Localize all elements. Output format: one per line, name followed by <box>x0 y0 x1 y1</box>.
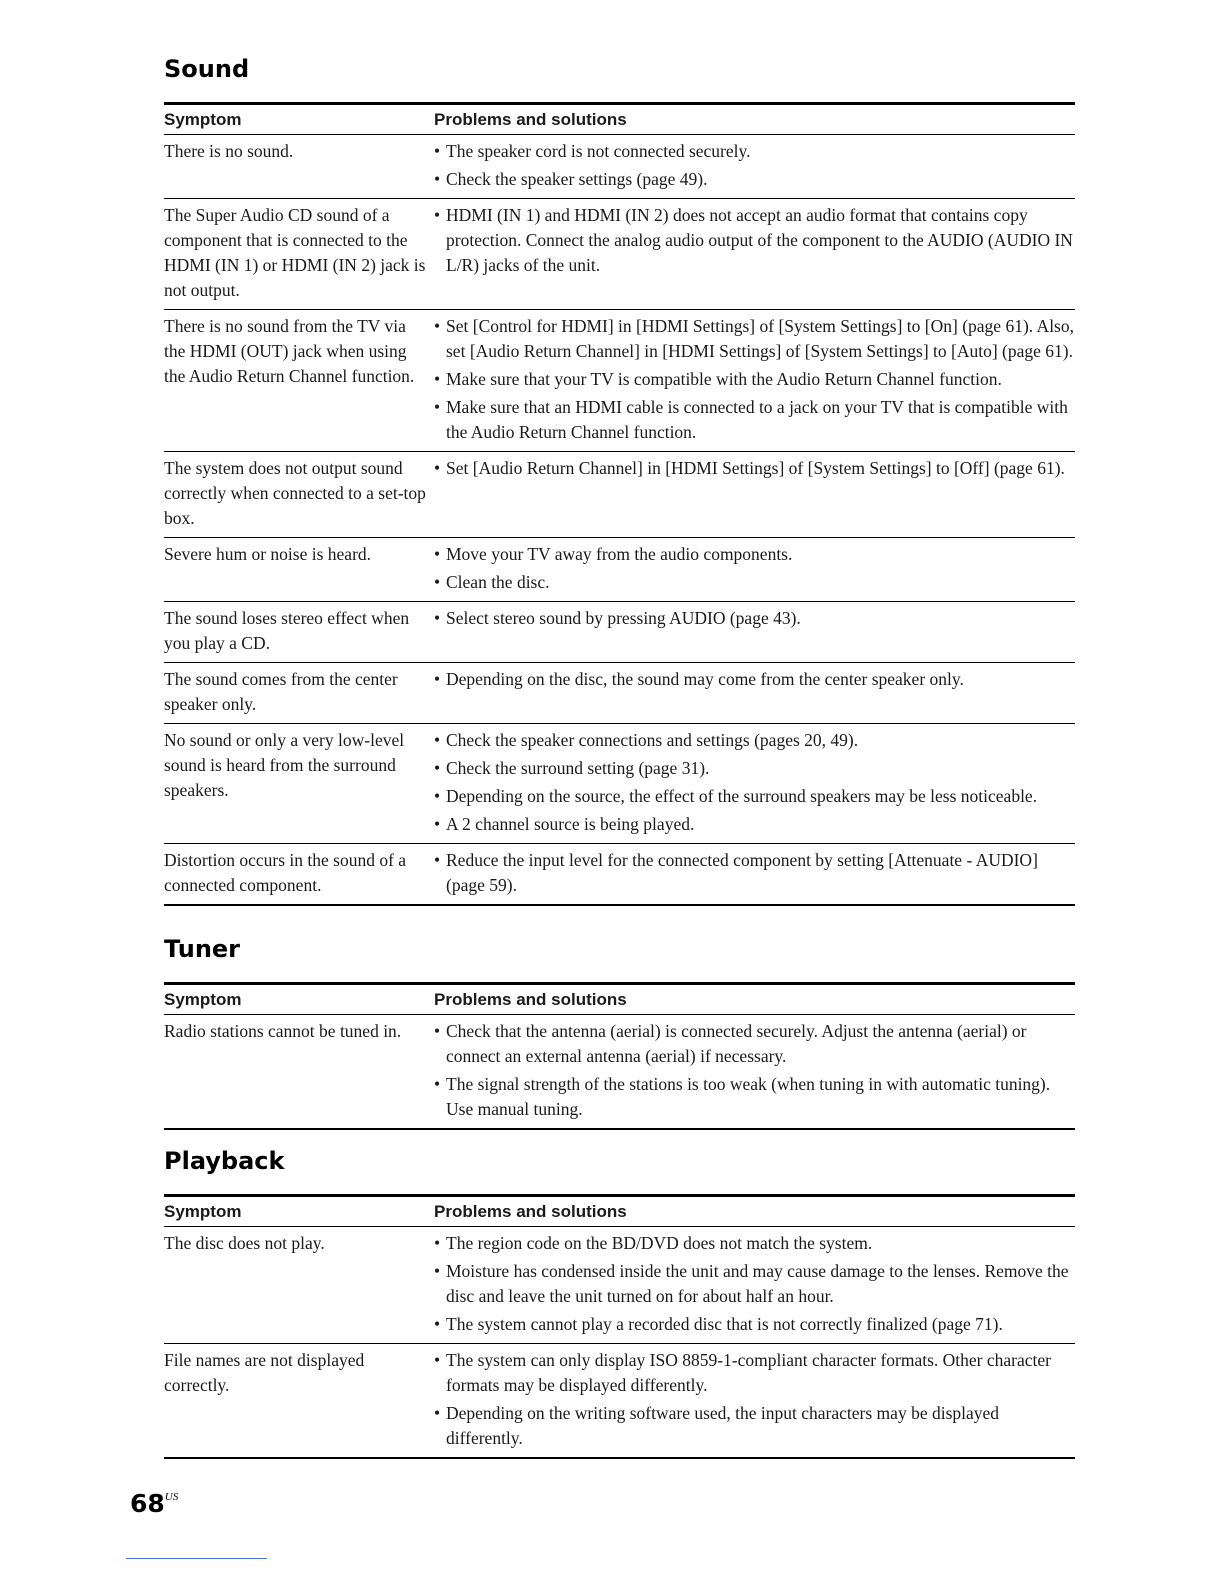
section-title-tuner: Tuner <box>164 935 241 963</box>
solution-item: • Check the surround setting (page 31). <box>434 756 1075 781</box>
solution-item: • Reduce the input level for the connected component by setting [Attenuate - AUDIO] (page 59). <box>434 848 1075 898</box>
solution-item: • The speaker cord is not connected securely. <box>434 139 1075 164</box>
solutions-list <box>434 314 1075 445</box>
solutions-list <box>434 606 1075 631</box>
solutions-cell <box>434 135 1075 199</box>
symptom-cell: The Super Audio CD sound of a component that is connected to the HDMI (IN 1) or HDMI (IN 2) jack is not output. <box>164 199 434 310</box>
solution-item: • The system can only display ISO 8859-1-compliant character formats. Other character formats may be displayed differently. <box>434 1348 1075 1398</box>
solutions-cell <box>434 452 1075 538</box>
column-header-symptom: Symptom <box>164 104 434 135</box>
table-row <box>164 135 1075 199</box>
solutions-cell <box>434 310 1075 452</box>
column-header-symptom: Symptom <box>164 1196 434 1227</box>
sound-table <box>164 102 1075 906</box>
symptom-cell: There is no sound. <box>164 135 434 199</box>
solutions-list <box>434 667 1075 692</box>
solutions-list <box>434 1348 1075 1451</box>
solutions-list <box>434 1019 1075 1122</box>
footer-divider <box>126 1558 267 1559</box>
tuner-table <box>164 982 1075 1130</box>
table-row <box>164 663 1075 724</box>
symptom-cell: File names are not displayed correctly. <box>164 1344 434 1459</box>
solution-item: • Set [Control for HDMI] in [HDMI Settings] of [System Settings] to [On] (page 61). Also, set [Audio Return Channel] in [HDMI Settings] of [System Settings] to [Auto] (page 61). <box>434 314 1075 364</box>
sound-section <box>164 54 1075 906</box>
tuner-section <box>164 934 1075 1130</box>
solutions-list <box>434 456 1075 481</box>
table-row <box>164 452 1075 538</box>
symptom-cell: The sound loses stereo effect when you play a CD. <box>164 602 434 663</box>
column-header-solutions: Problems and solutions <box>434 104 1075 135</box>
solutions-list <box>434 542 1075 595</box>
page-number <box>130 1489 178 1518</box>
column-header-solutions: Problems and solutions <box>434 1196 1075 1227</box>
playback-section <box>164 1146 1075 1459</box>
solution-item: • The region code on the BD/DVD does not match the system. <box>434 1231 1075 1256</box>
solutions-cell <box>434 663 1075 724</box>
table-row <box>164 1344 1075 1459</box>
solution-item: • The system cannot play a recorded disc that is not correctly finalized (page 71). <box>434 1312 1075 1337</box>
solutions-cell <box>434 602 1075 663</box>
solution-item: • Clean the disc. <box>434 570 1075 595</box>
section-title-playback: Playback <box>164 1147 285 1175</box>
solution-item: • Check that the antenna (aerial) is connected securely. Adjust the antenna (aerial) or connect an external antenna (aerial) if necessary. <box>434 1019 1075 1069</box>
symptom-cell: Distortion occurs in the sound of a connected component. <box>164 844 434 906</box>
table-row <box>164 538 1075 602</box>
solutions-list <box>434 728 1075 837</box>
solution-item: • Depending on the source, the effect of the surround speakers may be less noticeable. <box>434 784 1075 809</box>
solution-item: • Moisture has condensed inside the unit and may cause damage to the lenses. Remove the disc and leave the unit turned on for about half an hour. <box>434 1259 1075 1309</box>
symptom-cell: There is no sound from the TV via the HDMI (OUT) jack when using the Audio Return Channel function. <box>164 310 434 452</box>
solutions-list <box>434 1231 1075 1337</box>
page-number-value: 68 <box>130 1489 165 1518</box>
table-row <box>164 602 1075 663</box>
playback-table <box>164 1194 1075 1459</box>
symptom-cell: No sound or only a very low-level sound is heard from the surround speakers. <box>164 724 434 844</box>
solution-item: • Check the speaker settings (page 49). <box>434 167 1075 192</box>
solutions-list <box>434 848 1075 898</box>
sound-table-body <box>164 135 1075 906</box>
playback-table-body <box>164 1227 1075 1459</box>
solution-item: • The signal strength of the stations is too weak (when tuning in with automatic tuning). Use manual tuning. <box>434 1072 1075 1122</box>
column-header-symptom: Symptom <box>164 984 434 1015</box>
table-row <box>164 1015 1075 1130</box>
solutions-cell <box>434 1015 1075 1130</box>
solutions-cell <box>434 724 1075 844</box>
table-row <box>164 724 1075 844</box>
table-row <box>164 199 1075 310</box>
solution-item: • Depending on the disc, the sound may come from the center speaker only. <box>434 667 1075 692</box>
solutions-cell <box>434 199 1075 310</box>
table-row <box>164 1227 1075 1344</box>
column-header-solutions: Problems and solutions <box>434 984 1075 1015</box>
solution-item: • Check the speaker connections and settings (pages 20, 49). <box>434 728 1075 753</box>
solutions-cell <box>434 538 1075 602</box>
solution-item: • Set [Audio Return Channel] in [HDMI Settings] of [System Settings] to [Off] (page 61). <box>434 456 1075 481</box>
solutions-list <box>434 203 1075 278</box>
solutions-cell <box>434 1344 1075 1459</box>
solution-item: • Select stereo sound by pressing AUDIO (page 43). <box>434 606 1075 631</box>
table-row <box>164 310 1075 452</box>
solution-item: • Move your TV away from the audio components. <box>434 542 1075 567</box>
solution-item: • HDMI (IN 1) and HDMI (IN 2) does not accept an audio format that contains copy protection. Connect the analog audio output of the component to the AUDIO (AUDIO IN L/R) jacks of the unit. <box>434 203 1075 278</box>
solution-item: • Depending on the writing software used, the input characters may be displayed differently. <box>434 1401 1075 1451</box>
symptom-cell: Radio stations cannot be tuned in. <box>164 1015 434 1130</box>
solution-item: • Make sure that an HDMI cable is connected to a jack on your TV that is compatible with the Audio Return Channel function. <box>434 395 1075 445</box>
tuner-table-body <box>164 1015 1075 1130</box>
solutions-cell <box>434 844 1075 906</box>
solutions-list <box>434 139 1075 192</box>
table-row <box>164 844 1075 906</box>
symptom-cell: Severe hum or noise is heard. <box>164 538 434 602</box>
solution-item: • Make sure that your TV is compatible with the Audio Return Channel function. <box>434 367 1075 392</box>
symptom-cell: The system does not output sound correctly when connected to a set-top box. <box>164 452 434 538</box>
section-title-sound: Sound <box>164 55 250 83</box>
solutions-cell <box>434 1227 1075 1344</box>
solution-item: • A 2 channel source is being played. <box>434 812 1075 837</box>
page-region-code: US <box>164 1491 179 1503</box>
symptom-cell: The disc does not play. <box>164 1227 434 1344</box>
symptom-cell: The sound comes from the center speaker only. <box>164 663 434 724</box>
